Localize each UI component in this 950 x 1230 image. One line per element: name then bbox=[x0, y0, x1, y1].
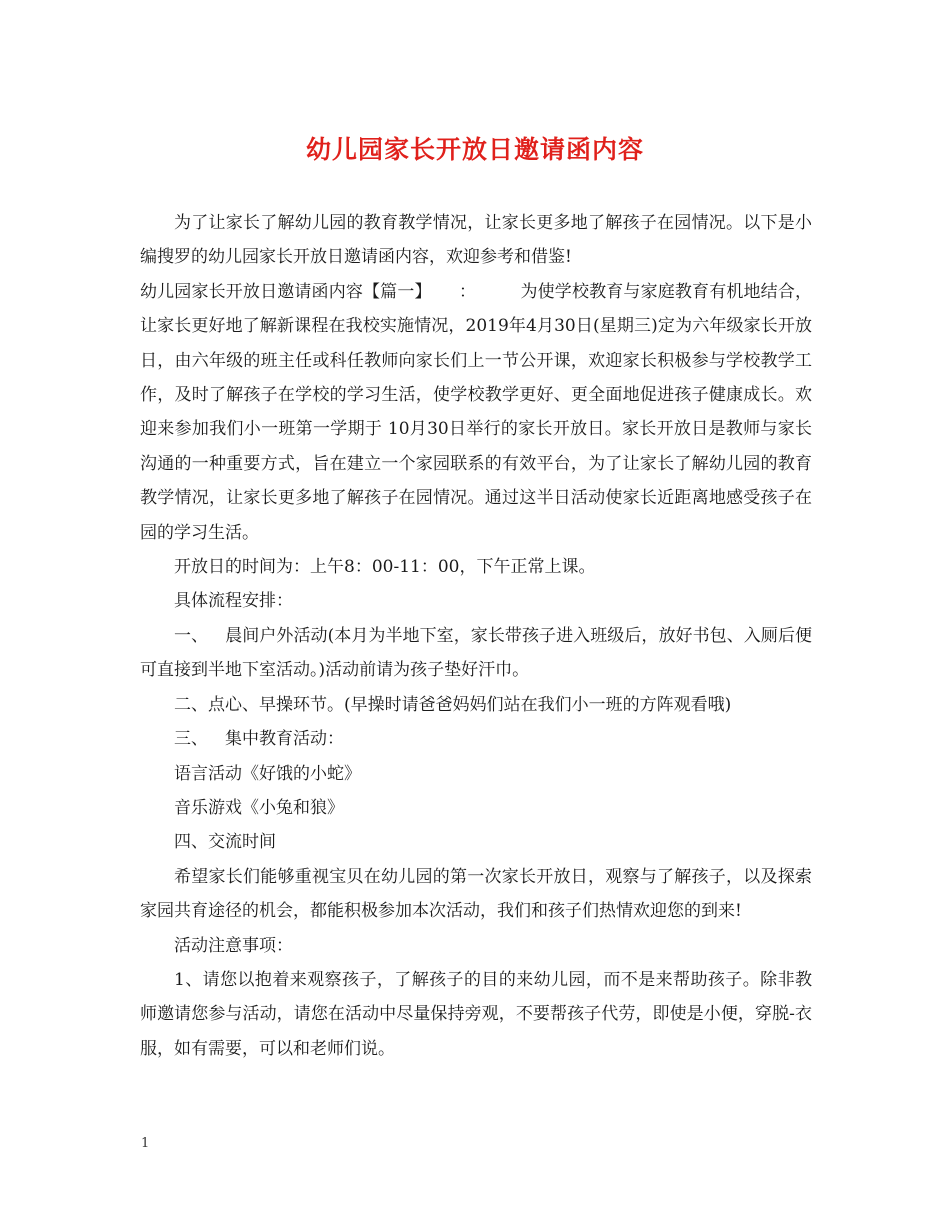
document-body bbox=[140, 206, 812, 1066]
section-paragraph bbox=[140, 275, 812, 550]
flow-item-4: 四、交流时间 bbox=[174, 832, 276, 853]
section-label: 幼儿园家长开放日邀请函内容【篇一】 bbox=[140, 281, 432, 302]
note-1: 1、请您以抱着来观察孩子，了解孩子的目的来幼儿园，而不是来帮助孩子。除非教师邀请您参与活动，请您在活动中尽量保持旁观，不要帮孩子代劳，即使是小便，穿脱-衣服，如有需要，可以和老师们说。 bbox=[140, 969, 812, 1059]
flow-item-1 bbox=[140, 619, 812, 688]
activity-2: 音乐游戏《小兔和狼》 bbox=[174, 797, 344, 818]
page-number: 1 bbox=[141, 1136, 150, 1151]
flow-item-3-number: 三、 bbox=[174, 729, 208, 750]
flow-item-2: 二、点心、早操环节。(早操时请爸爸妈妈们站在我们小一班的方阵观看哦) bbox=[174, 694, 732, 715]
time-line: 开放日的时间为：上午8：00-11：00，下午正常上课。 bbox=[174, 557, 596, 578]
section-colon: ： bbox=[458, 281, 477, 302]
flow-item-3 bbox=[140, 722, 812, 756]
hope-paragraph: 希望家长们能够重视宝贝在幼儿园的第一次家长开放日，观察与了解孩子，以及探索家园共育途径的机会，都能积极参加本次活动，我们和孩子们热情欢迎您的到来! bbox=[140, 866, 812, 922]
section-body: 为使学校教育与家庭教育有机地结合，让家长更好地了解新课程在我校实施情况，2019年4月30日(星期三)定为六年级家长开放日，由六年级的班主任或科任教师向家长们上一节公开课，欢迎家长积极参与学校教学工作，及时了解孩子在学校的学习生活，使学校教学更好、更全面地促进孩子健康成长。欢迎来参加我们小一班第一学期于 10月30日举行的家长开放日。家长开放日是教师与家长沟通的一种重要方式，旨在建立一个家园联系的有效平台，为了让家长了解幼儿园的教育教学情况，让家长更多地了解孩子在园情况。通过这半日活动使家长近距离地感受孩子在园的学习生活。 bbox=[140, 281, 812, 543]
notes-heading: 活动注意事项： bbox=[174, 935, 293, 956]
flow-heading: 具体流程安排： bbox=[174, 591, 293, 612]
activity-1: 语言活动《好饿的小蛇》 bbox=[174, 763, 361, 784]
intro-paragraph: 为了让家长了解幼儿园的教育教学情况，让家长更多地了解孩子在园情况。以下是小编搜罗的幼儿园家长开放日邀请函内容，欢迎参考和借鉴! bbox=[140, 213, 812, 268]
flow-item-1-text: 晨间户外活动(本月为半地下室，家长带孩子进入班级后，放好书包、入厕后便可直接到半地下室活动。)活动前请为孩子垫好汗巾。 bbox=[140, 625, 813, 681]
document-title: 幼儿园家长开放日邀请函内容 bbox=[305, 135, 644, 164]
flow-item-1-number: 一、 bbox=[174, 625, 209, 646]
flow-item-3-text: 集中教育活动： bbox=[225, 729, 344, 750]
